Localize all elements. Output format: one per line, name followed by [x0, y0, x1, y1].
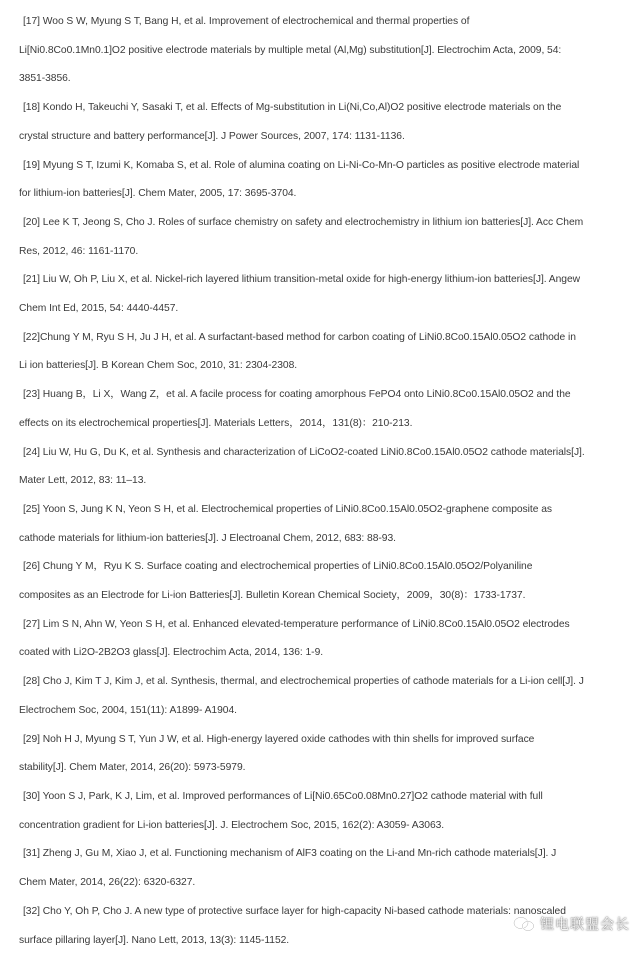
- reference-line: 3851-3856.: [19, 65, 625, 94]
- reference-item: [19, 152, 625, 209]
- reference-item: [19, 381, 625, 438]
- reference-line: surface pillaring layer[J]. Nano Lett, 2013, 13(3): 1145-1152.: [19, 927, 625, 955]
- reference-item: [19, 496, 625, 553]
- reference-line: Li ion batteries[J]. B Korean Chem Soc, 2010, 31: 2304-2308.: [19, 352, 625, 381]
- reference-item: [19, 439, 625, 496]
- reference-line-first: [26] Chung Y M，Ryu K S. Surface coating and electrochemical properties of LiNi0.8Co0.15Al0.05O2/Polyaniline: [19, 553, 625, 582]
- reference-line: composites as an Electrode for Li-ion Batteries[J]. Bulletin Korean Chemical Society，2009，30(8)：1733-1737.: [19, 582, 625, 611]
- reference-line-first: [27] Lim S N, Ahn W, Yeon S H, et al. Enhanced elevated-temperature performance of LiNi0.8Co0.15Al0.05O2 electrodes: [19, 611, 625, 640]
- reference-item: [19, 783, 625, 840]
- watermark-text: 锂电联盟会长: [540, 914, 630, 934]
- reference-item: [19, 324, 625, 381]
- reference-line: coated with Li2O-2B2O3 glass[J]. Electrochim Acta, 2014, 136: 1-9.: [19, 639, 625, 668]
- reference-line: effects on its electrochemical properties[J]. Materials Letters，2014，131(8)：210-213.: [19, 410, 625, 439]
- reference-line-first: [31] Zheng J, Gu M, Xiao J, et al. Functioning mechanism of AlF3 coating on the Li-and Mn-rich cathode materials[J]. J: [19, 840, 625, 869]
- reference-item: [19, 726, 625, 783]
- reference-line-first: [32] Cho Y, Oh P, Cho J. A new type of protective surface layer for high-capacity Ni-based cathode materials: nanoscaled: [19, 898, 625, 927]
- reference-list: [19, 8, 625, 955]
- reference-line-first: [19] Myung S T, Izumi K, Komaba S, et al. Role of alumina coating on Li-Ni-Co-Mn-O particles as positive electrode material: [19, 152, 625, 181]
- reference-item: [19, 611, 625, 668]
- reference-line: Res, 2012, 46: 1161-1170.: [19, 238, 625, 267]
- reference-line-first: [21] Liu W, Oh P, Liu X, et al. Nickel-rich layered lithium transition-metal oxide for high-energy lithium-ion batteries[J]. Angew: [19, 266, 625, 295]
- reference-line: Mater Lett, 2012, 83: 11–13.: [19, 467, 625, 496]
- reference-item: [19, 840, 625, 897]
- reference-line: Li[Ni0.8Co0.1Mn0.1]O2 positive electrode materials by multiple metal (Al,Mg) substitution[J]. Electrochim Acta, 2009, 54:: [19, 37, 625, 66]
- reference-line: concentration gradient for Li-ion batteries[J]. J. Electrochem Soc, 2015, 162(2): A3059- A3063.: [19, 812, 625, 841]
- reference-line: Chem Mater, 2014, 26(22): 6320-6327.: [19, 869, 625, 898]
- reference-line: crystal structure and battery performance[J]. J Power Sources, 2007, 174: 1131-1136.: [19, 123, 625, 152]
- reference-line: for lithium-ion batteries[J]. Chem Mater, 2005, 17: 3695-3704.: [19, 180, 625, 209]
- reference-item: [19, 209, 625, 266]
- reference-line-first: [30] Yoon S J, Park, K J, Lim, et al. Improved performances of Li[Ni0.65Co0.08Mn0.27]O2 cathode material with full: [19, 783, 625, 812]
- reference-line: Electrochem Soc, 2004, 151(11): A1899- A1904.: [19, 697, 625, 726]
- reference-line-first: [28] Cho J, Kim T J, Kim J, et al. Synthesis, thermal, and electrochemical properties of cathode materials for a Li-ion cell[J]. J: [19, 668, 625, 697]
- reference-item: [19, 266, 625, 323]
- watermark: [513, 914, 630, 934]
- reference-line-first: [25] Yoon S, Jung K N, Yeon S H, et al. Electrochemical properties of LiNi0.8Co0.15Al0.05O2-graphene composite as: [19, 496, 625, 525]
- reference-item: [19, 553, 625, 610]
- reference-line-first: [29] Noh H J, Myung S T, Yun J W, et al. High-energy layered oxide cathodes with thin shells for improved surface: [19, 726, 625, 755]
- reference-line-first: [22]Chung Y M, Ryu S H, Ju J H, et al. A surfactant-based method for carbon coating of LiNi0.8Co0.15Al0.05O2 cathode in: [19, 324, 625, 353]
- reference-line: Chem Int Ed, 2015, 54: 4440-4457.: [19, 295, 625, 324]
- reference-line-first: [20] Lee K T, Jeong S, Cho J. Roles of surface chemistry on safety and electrochemistry in lithium ion batteries[J]. Acc Chem: [19, 209, 625, 238]
- reference-line: stability[J]. Chem Mater, 2014, 26(20): 5973-5979.: [19, 754, 625, 783]
- reference-line-first: [23] Huang B，Li X，Wang Z，et al. A facile process for coating amorphous FePO4 onto LiNi0.8Co0.15Al0.05O2 and the: [19, 381, 625, 410]
- reference-item: [19, 668, 625, 725]
- reference-line-first: [18] Kondo H, Takeuchi Y, Sasaki T, et al. Effects of Mg-substitution in Li(Ni,Co,Al)O2 positive electrode materials on the: [19, 94, 625, 123]
- wechat-icon: [513, 916, 535, 932]
- reference-line: cathode materials for lithium-ion batteries[J]. J Electroanal Chem, 2012, 683: 88-93.: [19, 525, 625, 554]
- reference-item: [19, 8, 625, 94]
- reference-line-first: [17] Woo S W, Myung S T, Bang H, et al. Improvement of electrochemical and thermal properties of: [19, 8, 625, 37]
- reference-item: [19, 94, 625, 151]
- reference-line-first: [24] Liu W, Hu G, Du K, et al. Synthesis and characterization of LiCoO2-coated LiNi0.8Co0.15Al0.05O2 cathode materials[J].: [19, 439, 625, 468]
